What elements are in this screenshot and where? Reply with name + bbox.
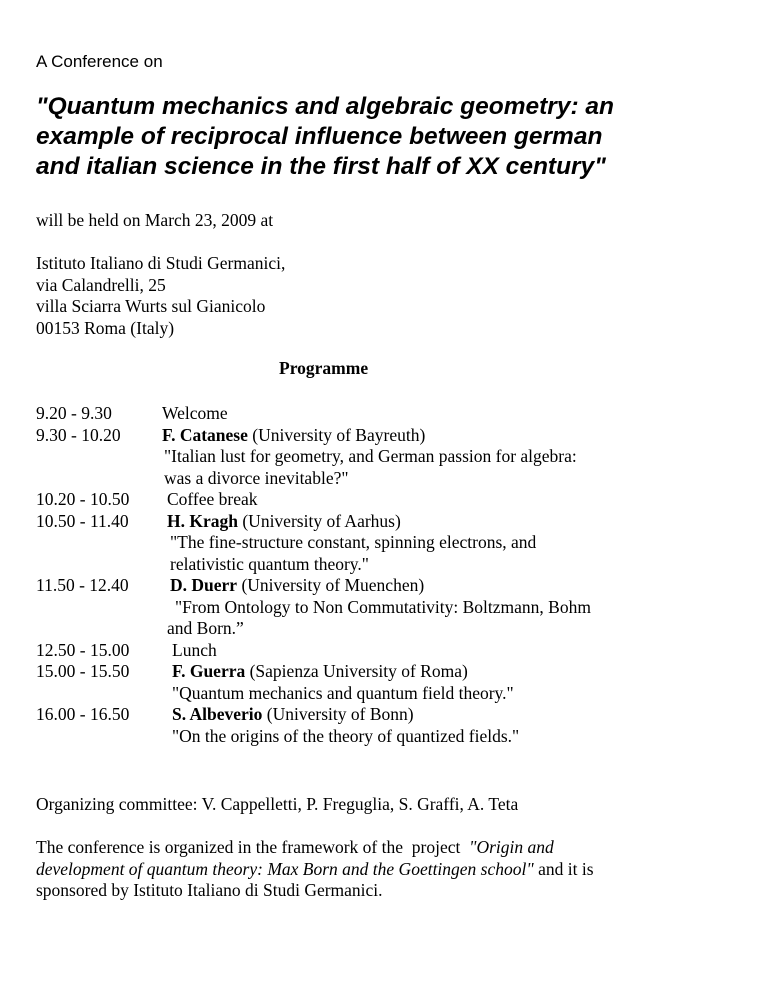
event-date: will be held on March 23, 2009 at — [36, 210, 274, 230]
project-name: "Origin and — [469, 837, 554, 857]
programme-row — [36, 726, 736, 748]
session-time: 15.00 - 15.50 — [36, 661, 130, 681]
talk-title: and Born.” — [167, 618, 244, 638]
venue-line: 00153 Roma (Italy) — [36, 317, 175, 338]
title-line: and italian science in the first half of XX century" — [36, 153, 606, 180]
programme-row — [36, 532, 736, 554]
programme-heading: Programme — [279, 358, 369, 378]
session-time: 9.30 - 10.20 — [36, 424, 121, 445]
session-time: 16.00 - 16.50 — [36, 704, 130, 724]
venue-line: villa Sciarra Wurts sul Gianicolo — [36, 296, 266, 316]
programme-row — [36, 618, 736, 640]
framework-text: and it is — [533, 858, 594, 879]
speaker-name: F. Catanese — [162, 424, 248, 445]
programme-row — [36, 575, 736, 597]
session-time: 11.50 - 12.40 — [36, 575, 129, 595]
speaker-name: D. Duerr — [170, 575, 238, 595]
talk-title: "On the origins of the theory of quantized fields." — [172, 725, 520, 746]
programme-row — [36, 683, 736, 705]
venue-address — [36, 253, 285, 339]
framework-line — [36, 859, 736, 881]
programme-row — [36, 661, 736, 683]
framework-text: The conference is organized in the framework of the project — [36, 837, 470, 857]
programme-list — [36, 403, 736, 747]
session-title: Welcome — [162, 403, 228, 423]
framework-line — [36, 837, 736, 859]
session-speaker-line — [170, 575, 424, 597]
speaker-affiliation: (University of Bonn) — [262, 704, 414, 724]
talk-title: "Quantum mechanics and quantum field theory." — [172, 682, 514, 703]
programme-row — [36, 640, 736, 662]
conference-title — [36, 92, 756, 182]
venue-line: Istituto Italiano di Studi Germanici, — [36, 253, 286, 273]
session-title: Coffee break — [167, 489, 258, 509]
title-line: "Quantum mechanics and algebraic geometry: an — [36, 93, 614, 120]
programme-row — [36, 425, 736, 447]
speaker-affiliation: (University of Bayreuth) — [247, 424, 426, 445]
conference-intro: A Conference on — [36, 52, 163, 71]
speaker-affiliation: (Sapienza University of Roma) — [245, 661, 468, 681]
title-line: example of reciprocal influence between german — [36, 123, 603, 150]
talk-title: "Italian lust for geometry, and German passion for algebra: — [164, 446, 577, 466]
session-speaker-line — [167, 511, 401, 533]
programme-row — [36, 403, 736, 425]
talk-title: was a divorce inevitable?" — [164, 467, 349, 488]
session-speaker-line — [162, 425, 425, 447]
session-time: 12.50 - 15.00 — [36, 639, 130, 660]
session-time: 9.20 - 9.30 — [36, 403, 112, 423]
talk-title: "The fine-structure constant, spinning electrons, and — [170, 532, 537, 552]
speaker-affiliation: (University of Aarhus) — [237, 510, 401, 531]
session-time: 10.20 - 10.50 — [36, 489, 130, 509]
session-speaker-line — [172, 704, 414, 726]
speaker-name: F. Guerra — [172, 661, 246, 681]
framework-line: sponsored by Istituto Italiano di Studi Germanici. — [36, 880, 383, 900]
programme-row — [36, 597, 736, 619]
speaker-affiliation: (University of Muenchen) — [237, 575, 425, 595]
speaker-name: S. Albeverio — [172, 704, 263, 724]
programme-row — [36, 704, 736, 726]
session-title: Lunch — [172, 639, 217, 660]
programme-row — [36, 511, 736, 533]
session-speaker-line — [172, 661, 468, 683]
project-name: development of quantum theory: Max Born and the Goettingen school" — [36, 858, 534, 879]
talk-title: relativistic quantum theory." — [170, 553, 369, 574]
framework-note — [36, 837, 736, 902]
talk-title: "From Ontology to Non Commutativity: Boltzmann, Bohm — [175, 596, 591, 617]
programme-row — [36, 554, 736, 576]
organizing-committee: Organizing committee: V. Cappelletti, P. Freguglia, S. Graffi, A. Teta — [36, 794, 519, 814]
session-time: 10.50 - 11.40 — [36, 510, 129, 531]
venue-line: via Calandrelli, 25 — [36, 274, 166, 295]
speaker-name: H. Kragh — [167, 510, 238, 531]
programme-row — [36, 489, 736, 511]
programme-row — [36, 468, 736, 490]
programme-row — [36, 446, 736, 468]
